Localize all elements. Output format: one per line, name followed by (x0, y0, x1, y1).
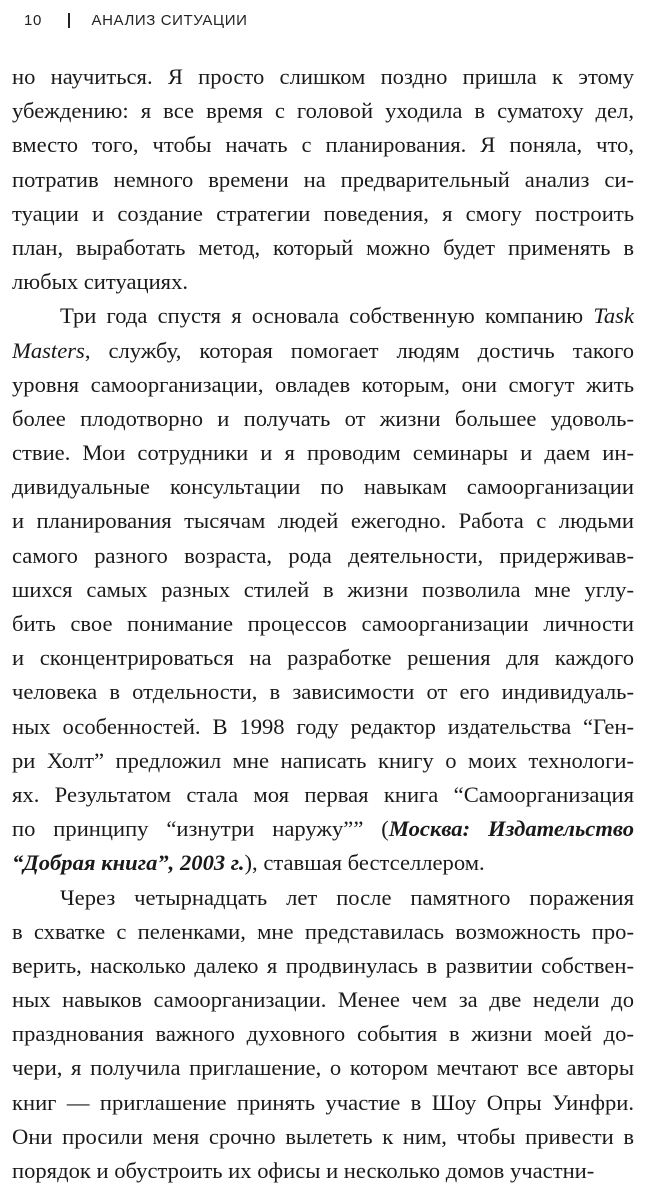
emphasis-text: Masters (12, 337, 85, 363)
text-line (12, 1154, 634, 1188)
emphasis-text: “Добрая книга”, 2003 г. (12, 850, 245, 876)
text-line (12, 1017, 634, 1051)
text-line (12, 641, 634, 675)
text-line (12, 231, 634, 265)
text-segment: и планирования тысячам людей ежегодно. Работа с людьми (12, 508, 634, 534)
text-segment: чери, я получила приглашение, о котором мечтают все авторы (12, 1055, 634, 1081)
text-line (12, 539, 634, 573)
text-segment: книг — приглашение принять участие в Шоу Опры Уинфри. (12, 1089, 634, 1115)
text-segment: ных навыков самоорганизации. Менее чем за две недели до (12, 987, 634, 1013)
text-line (12, 470, 634, 504)
text-line (12, 744, 634, 778)
text-line (12, 710, 634, 744)
text-segment: , службу, которая помогает людям достичь такого (84, 337, 634, 363)
text-line (12, 368, 634, 402)
text-segment: дивидуальные консультации по навыкам самоорганизации (12, 474, 634, 500)
text-segment: человека в отдельности, в зависимости от его индивидуаль- (12, 679, 634, 705)
page-number: 10 (24, 11, 42, 29)
text-line (12, 1120, 634, 1154)
text-line (12, 949, 634, 983)
running-head (24, 8, 248, 32)
text-line (12, 94, 634, 128)
text-line (12, 128, 634, 162)
text-line (12, 778, 634, 812)
emphasis-text: Task (593, 303, 634, 329)
text-segment: план, выработать метод, который можно будет применять в (12, 234, 634, 260)
text-segment: по принципу “изнутри наружу”” ( (12, 816, 389, 842)
text-line (12, 197, 634, 231)
text-line (12, 573, 634, 607)
text-segment: любых ситуациях. (12, 269, 189, 295)
text-line (12, 60, 634, 94)
text-line (12, 504, 634, 538)
text-segment: уровня самоорганизации, овладев которым, они смогут жить (12, 371, 634, 397)
text-segment: туации и создание стратегии поведения, я смогу построить (12, 200, 634, 226)
emphasis-text: Москва: Издательство (388, 816, 634, 842)
text-segment: бить свое понимание процессов самоорганизации личности (12, 611, 634, 636)
text-segment: порядок и обустроить их офисы и несколько домов участни- (12, 1158, 595, 1183)
text-segment: шихся самых разных стилей в жизни позволила мне углу- (12, 576, 634, 602)
text-line (12, 299, 634, 333)
text-segment: потратив немного времени на предварительный анализ си- (12, 166, 634, 192)
text-segment: ствие. Мои сотрудники и я проводим семинары и даем ин- (12, 440, 634, 466)
text-line (12, 915, 634, 949)
text-line (12, 675, 634, 709)
text-line (12, 1086, 634, 1120)
text-segment: и сконцентрироваться на разработке решения для каждого (12, 645, 634, 671)
text-segment: убеждению: я все время с головой уходила в суматоху дел, (12, 98, 634, 124)
text-segment: более плодотворно и получать от жизни большее удоволь- (12, 405, 634, 431)
text-line (12, 881, 634, 915)
text-segment: ях. Результатом стала моя первая книга “Самоорганизация (12, 781, 634, 807)
text-segment: Они просили меня срочно вылететь к ним, чтобы привести в (12, 1123, 634, 1149)
text-line (12, 265, 634, 299)
text-segment: вместо того, чтобы начать с планирования. Я поняла, что, (12, 132, 634, 158)
text-line (12, 1051, 634, 1085)
text-segment: самого разного возраста, рода деятельности, придерживав- (12, 542, 634, 568)
text-line (12, 163, 634, 197)
text-segment: Через четырнадцать лет после памятного поражения (60, 884, 634, 910)
text-segment: Три года спустя я основала собственную компанию (60, 303, 594, 329)
text-line (12, 812, 634, 846)
text-line (12, 846, 634, 880)
body-text (12, 60, 634, 1188)
text-segment: ных особенностей. В 1998 году редактор издательства “Ген- (12, 713, 634, 739)
text-line (12, 334, 634, 368)
section-title: АНАЛИЗ СИТУАЦИИ (91, 11, 248, 29)
text-segment: ри Холт” предложил мне написать книгу о моих технологи- (12, 747, 634, 773)
text-segment: но научиться. Я просто слишком поздно пришла к этому (12, 64, 634, 89)
text-line (12, 607, 634, 641)
text-segment: ), ставшая бестселлером. (244, 850, 485, 876)
text-line (12, 436, 634, 470)
header-divider (68, 13, 70, 28)
text-segment: в схватке с пеленками, мне представилась возможность про- (12, 918, 634, 944)
text-segment: празднования важного духовного события в жизни моей до- (12, 1021, 634, 1047)
text-line (12, 983, 634, 1017)
text-line (12, 402, 634, 436)
text-segment: верить, насколько далеко я продвинулась в развитии собствен- (12, 952, 634, 978)
